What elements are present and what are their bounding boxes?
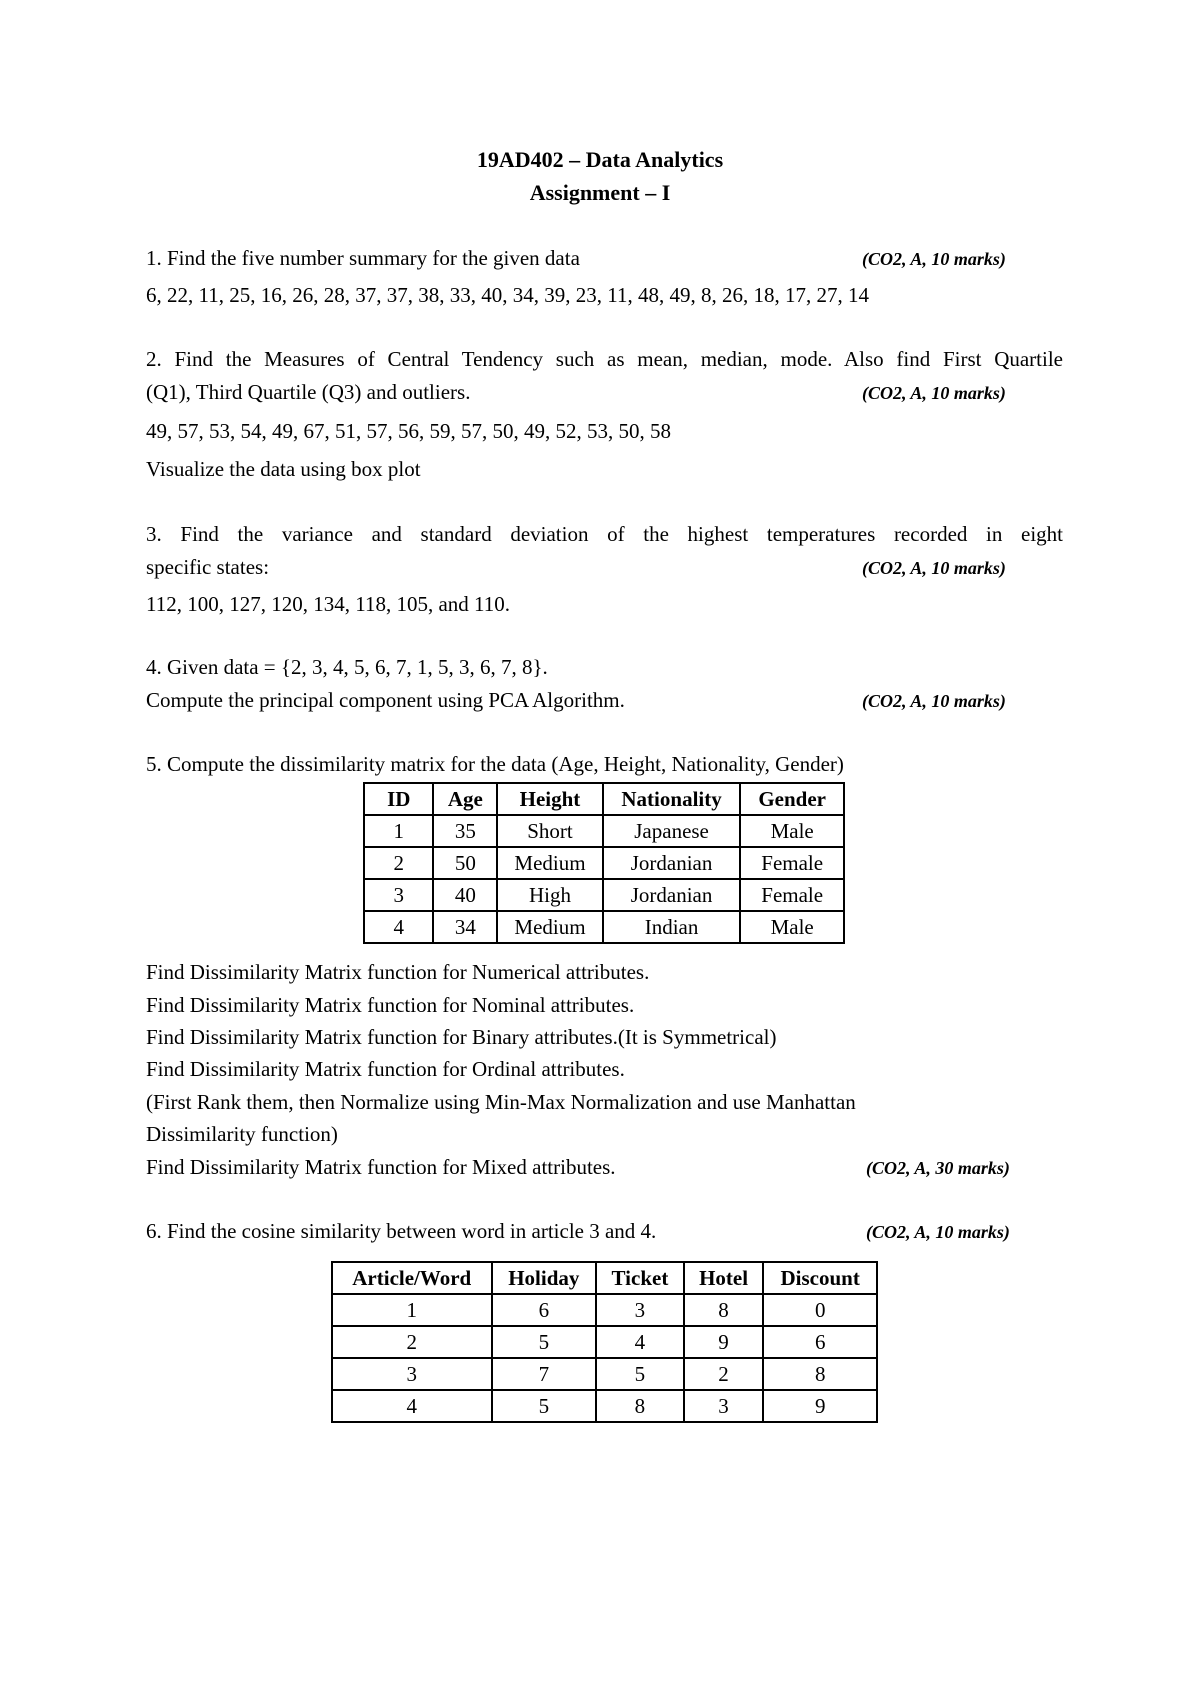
table-cell: 4 [332,1390,492,1422]
table-cell: Jordanian [603,879,741,911]
q5-marks: (CO2, A, 30 marks) [866,1158,1010,1178]
table-row [364,879,844,911]
table-cell: Japanese [603,815,741,847]
assignment-title: Assignment – I [529,180,671,205]
table-cell: 3 [684,1390,764,1422]
cosine-similarity-table [331,1261,878,1423]
q2-line1: 2. Find the Measures of Central Tendency such as mean, median, mode. Also find First Quartile [146,347,1063,371]
column-header: Ticket [596,1262,684,1294]
table-cell: Medium [497,847,603,879]
q2-data: 49, 57, 53, 54, 49, 67, 51, 57, 56, 59, 57, 50, 49, 52, 53, 50, 58 [146,419,671,443]
table-cell: 3 [596,1294,684,1326]
table-cell: 3 [364,879,433,911]
column-header: Height [497,783,603,815]
table-row [364,911,844,943]
table-cell: Indian [603,911,741,943]
q5-line-binary: Find Dissimilarity Matrix function for Binary attributes.(It is Symmetrical) [146,1025,777,1049]
q3-data: 112, 100, 127, 120, 134, 118, 105, and 110. [146,592,510,616]
table-cell: Male [740,815,844,847]
q5-line-manhattan: Dissimilarity function) [146,1122,338,1146]
table-cell: 6 [492,1294,597,1326]
course-title: 19AD402 – Data Analytics [476,147,724,172]
table-row [364,815,844,847]
q2-marks: (CO2, A, 10 marks) [862,383,1006,403]
column-header: Gender [740,783,844,815]
q5-line-numerical: Find Dissimilarity Matrix function for Numerical attributes. [146,960,650,984]
table-cell: 8 [596,1390,684,1422]
column-header: Holiday [492,1262,597,1294]
q3-line2: specific states: [146,555,270,579]
q6-marks: (CO2, A, 10 marks) [866,1222,1010,1242]
table-cell: High [497,879,603,911]
table-cell: 6 [763,1326,877,1358]
q3-line1: 3. Find the variance and standard deviation of the highest temperatures recorded in eight [146,522,1063,546]
column-header: Hotel [684,1262,764,1294]
table-cell: 8 [684,1294,764,1326]
table-cell: Female [740,879,844,911]
q1-marks: (CO2, A, 10 marks) [862,249,1006,269]
table-cell: 50 [433,847,497,879]
table-cell: 1 [332,1294,492,1326]
q6-text: 6. Find the cosine similarity between word in article 3 and 4. [146,1219,657,1243]
table-cell: 9 [763,1390,877,1422]
q4-line1: 4. Given data = {2, 3, 4, 5, 6, 7, 1, 5, 3, 6, 7, 8}. [146,655,548,679]
column-header: ID [364,783,433,815]
q5-line-rank: (First Rank them, then Normalize using Min-Max Normalization and use Manhattan [146,1090,856,1114]
table-cell: 34 [433,911,497,943]
q5-text: 5. Compute the dissimilarity matrix for the data (Age, Height, Nationality, Gender) [146,752,844,776]
table-cell: 2 [332,1326,492,1358]
column-header: Article/Word [332,1262,492,1294]
q5-line-mixed: Find Dissimilarity Matrix function for Mixed attributes. [146,1155,616,1179]
table-cell: 3 [332,1358,492,1390]
q4-marks: (CO2, A, 10 marks) [862,691,1006,711]
q5-line-nominal: Find Dissimilarity Matrix function for Nominal attributes. [146,993,635,1017]
table-header-row [332,1262,877,1294]
table-cell: 2 [684,1358,764,1390]
column-header: Nationality [603,783,741,815]
q3-marks: (CO2, A, 10 marks) [862,558,1006,578]
table-cell: Short [497,815,603,847]
table-cell: 5 [492,1390,597,1422]
table-cell: Jordanian [603,847,741,879]
table-cell: 5 [596,1358,684,1390]
table-cell: 5 [492,1326,597,1358]
q1-data: 6, 22, 11, 25, 16, 26, 28, 37, 37, 38, 33, 40, 34, 39, 23, 11, 48, 49, 8, 26, 18, 17, 27, 14 [146,283,869,307]
table-row [332,1358,877,1390]
table-cell: 0 [763,1294,877,1326]
table-cell: 40 [433,879,497,911]
table-cell: 9 [684,1326,764,1358]
table-cell: 7 [492,1358,597,1390]
table-cell: 35 [433,815,497,847]
table-cell: 8 [763,1358,877,1390]
column-header: Age [433,783,497,815]
table-row [332,1390,877,1422]
table-cell: Medium [497,911,603,943]
dissimilarity-data-table [363,782,845,944]
table-cell: Female [740,847,844,879]
table-row [332,1326,877,1358]
q2-visualize: Visualize the data using box plot [146,457,421,481]
column-header: Discount [763,1262,877,1294]
table-cell: 1 [364,815,433,847]
q5-line-ordinal: Find Dissimilarity Matrix function for Ordinal attributes. [146,1057,625,1081]
q2-line2: (Q1), Third Quartile (Q3) and outliers. [146,380,471,404]
table-cell: 4 [364,911,433,943]
table-cell: 4 [596,1326,684,1358]
table-row [332,1294,877,1326]
table-header-row [364,783,844,815]
q1-text: 1. Find the five number summary for the given data [146,246,580,270]
table-cell: Male [740,911,844,943]
table-cell: 2 [364,847,433,879]
q4-line2: Compute the principal component using PCA Algorithm. [146,688,625,712]
table-row [364,847,844,879]
